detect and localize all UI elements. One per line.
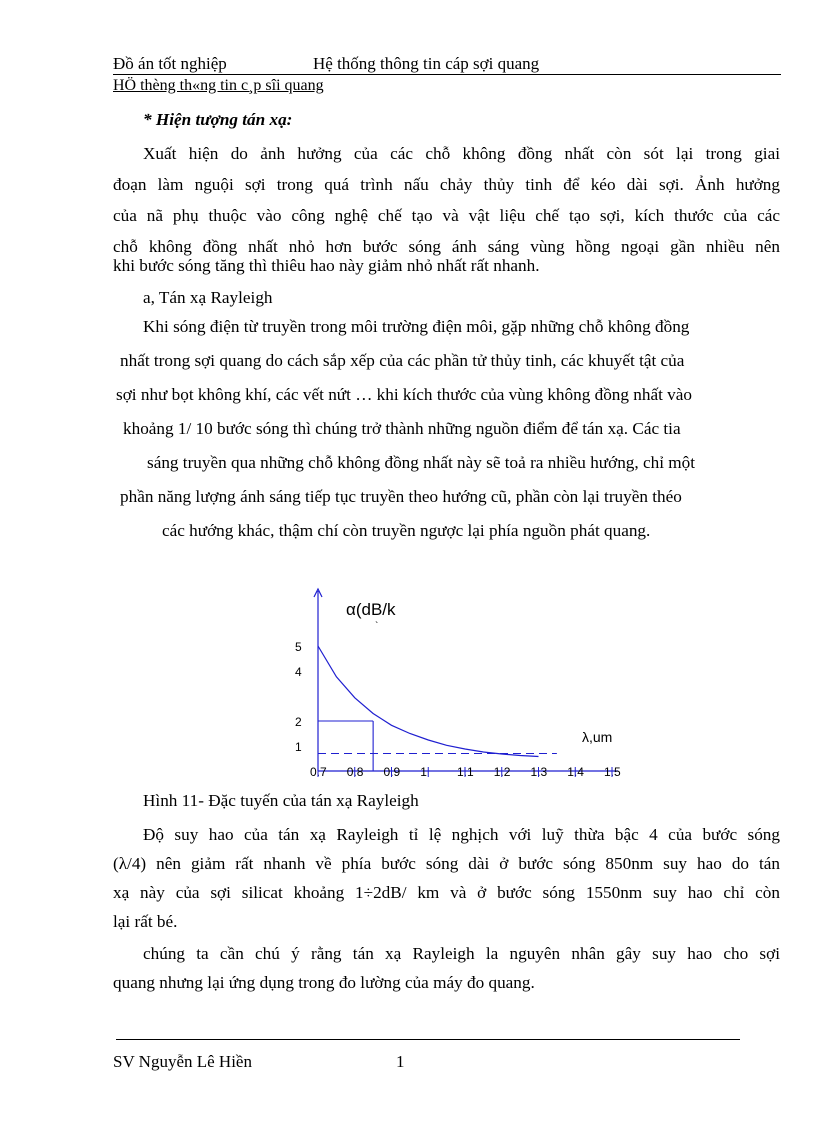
paragraph-line: sáng truyền qua những chỗ không đồng nhất này sẽ toả ra nhiều hướng, chỉ một bbox=[147, 453, 696, 472]
paragraph-line: đoạn làm nguội sợi trong quá trình nấu chảy thủy tinh để kéo dài sợi. Ảnh hưởng bbox=[113, 175, 780, 194]
footer-author: SV Nguyễn Lê Hiền bbox=[113, 1052, 252, 1071]
x-tick-label: 0.8 bbox=[346, 765, 364, 779]
paragraph-line: xạ này của sợi silicat khoảng 1÷2dB/ km và ở bước sóng 1550nm suy hao chỉ còn bbox=[113, 883, 780, 902]
paragraph-line: chúng ta cần chú ý rằng tán xạ Rayleigh la nguyên nhân gây suy hao cho sợi bbox=[143, 944, 780, 963]
section-heading: * Hiện tượng tán xạ: bbox=[143, 110, 293, 129]
y-tick-label: 4 bbox=[295, 665, 302, 679]
x-tick-label: 1.5 bbox=[604, 765, 621, 779]
y-tick-label: 2 bbox=[295, 715, 302, 729]
page-header bbox=[113, 52, 781, 75]
figure-caption: Hình 11- Đặc tuyến của tán xạ Rayleigh bbox=[143, 791, 419, 810]
footer-divider bbox=[116, 1039, 740, 1040]
paragraph-line: (λ/4) nên giảm rất nhanh về phía bước sóng dài ở bước sóng 850nm suy hao do tán bbox=[113, 854, 780, 873]
x-tick-label: 0.7 bbox=[310, 765, 327, 779]
page-number: 1 bbox=[396, 1052, 405, 1071]
y-tick-label: 5 bbox=[295, 640, 302, 654]
paragraph-line: Xuất hiện do ảnh hưởng của các chỗ không đồng nhất còn sót lại trong giai bbox=[143, 144, 780, 163]
rayleigh-chart bbox=[280, 585, 640, 785]
header-subline: HÖ thèng th«ng tin c¸p sîi quang bbox=[113, 77, 324, 94]
paragraph-line: Độ suy hao của tán xạ Rayleigh tỉ lệ nghịch với luỹ thừa bậc 4 của bước sóng bbox=[143, 825, 780, 844]
header-right: Hệ thống thông tin cáp sợi quang bbox=[313, 54, 540, 73]
x-tick-label: 1 bbox=[420, 765, 427, 779]
paragraph-line: lại rất bé. bbox=[113, 912, 178, 931]
x-tick-label: 0.9 bbox=[383, 765, 401, 779]
y-axis-label: α(dB/k bbox=[346, 600, 396, 619]
paragraph-line: khi bước sóng tăng thì thiêu hao này giảm nhỏ nhất rất nhanh. bbox=[113, 256, 540, 275]
paragraph-line: các hướng khác, thậm chí còn truyền ngược lại phía nguồn phát quang. bbox=[162, 521, 651, 540]
paragraph-line: khoảng 1/ 10 bước sóng thì chúng trở thành những nguồn điểm để tán xạ. Các tia bbox=[123, 419, 681, 438]
x-tick-label: 1.1 bbox=[457, 765, 474, 779]
rayleigh-curve bbox=[318, 646, 539, 757]
x-tick-label: 1.3 bbox=[530, 765, 548, 779]
paragraph-line: Khi sóng điện từ truyền trong môi trường điện môi, gặp những chỗ không đồng bbox=[143, 317, 690, 336]
paragraph-line: của nã phụ thuộc vào công nghệ chế tạo và vật liệu chế tạo sợi, kích thước của các bbox=[113, 206, 780, 225]
paragraph-line: phần năng lượng ánh sáng tiếp tục truyền theo hướng cũ, phần còn lại truyền théo bbox=[120, 487, 682, 506]
paragraph-line: sợi như bọt không khí, các vết nứt … khi kích thước của vùng không đồng nhất vào bbox=[116, 385, 692, 404]
sub-heading: a, Tán xạ Rayleigh bbox=[143, 288, 273, 307]
header-left: Đồ án tốt nghiệp bbox=[113, 54, 227, 73]
y-tick-label: 1 bbox=[295, 740, 302, 754]
paragraph-line: chỗ không đồng nhất nhỏ hơn bước sóng ánh sáng vùng hồng ngoại gần nhiều nên bbox=[113, 237, 780, 256]
paragraph-line: nhất trong sợi quang do cách sắp xếp của các phần tử thủy tinh, các khuyết tật của bbox=[120, 351, 685, 370]
x-tick-label: 1.4 bbox=[567, 765, 584, 779]
x-axis-label: λ,um bbox=[582, 729, 613, 745]
paragraph-line: quang nhưng lại ứng dụng trong đo lường của máy đo quang. bbox=[113, 973, 535, 992]
x-tick-label: 1.2 bbox=[493, 765, 511, 779]
y-axis-label-tail: ` bbox=[375, 621, 379, 632]
